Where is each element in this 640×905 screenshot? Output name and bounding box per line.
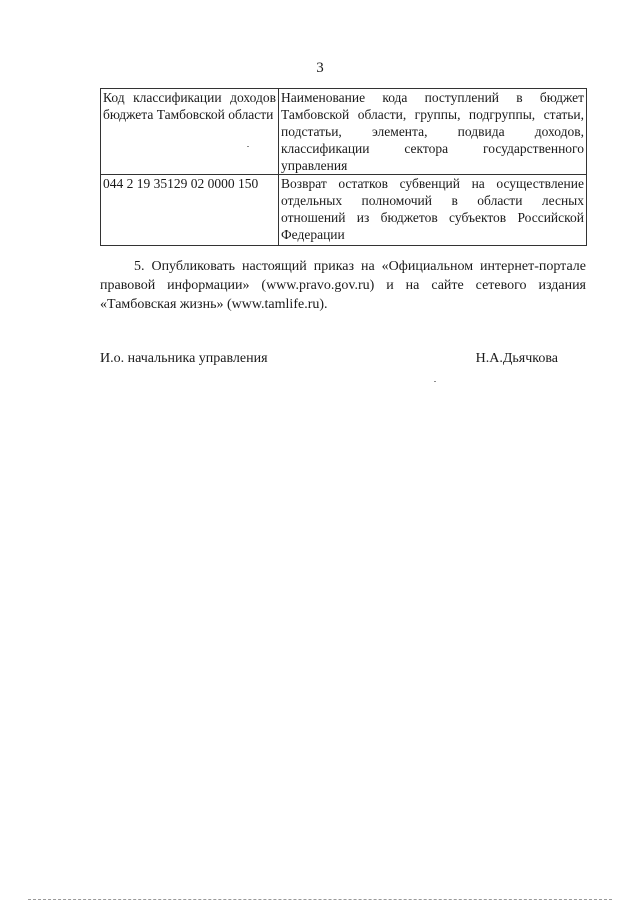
scan-speck bbox=[247, 146, 249, 147]
name-column-header: Наименование кода поступлений в бюджет Тамбовской области, группы, подгруппы, статьи, подстатьи, элемента, подвида доходов, классификации сектора государственного управления bbox=[279, 89, 587, 175]
table-header-row bbox=[101, 89, 587, 175]
revenue-codes-table bbox=[100, 88, 587, 246]
publication-paragraph: 5. Опубликовать настоящий приказ на «Официальном интернет-портале правовой информации» (www.pravo.gov.ru) и на сайте сетевого издания «Тамбовская жизнь» (www.tamlife.ru). bbox=[100, 259, 586, 312]
page-number: 3 bbox=[316, 60, 324, 76]
scan-bottom-edge bbox=[28, 899, 612, 901]
table-row bbox=[101, 175, 587, 246]
code-column-header: Код классификации доходов бюджета Тамбовской области bbox=[101, 89, 279, 175]
revenue-name-cell: Возврат остатков субвенций на осуществление отдельных полномочий в области лесных отношений из бюджетов субъектов Российской Федерации bbox=[279, 175, 587, 246]
signatory-name: Н.А.Дьячкова bbox=[475, 351, 558, 366]
revenue-code-cell: 044 2 19 35129 02 0000 150 bbox=[101, 175, 279, 246]
scan-speck bbox=[434, 381, 436, 382]
signatory-position: И.о. начальника управления bbox=[100, 351, 268, 366]
